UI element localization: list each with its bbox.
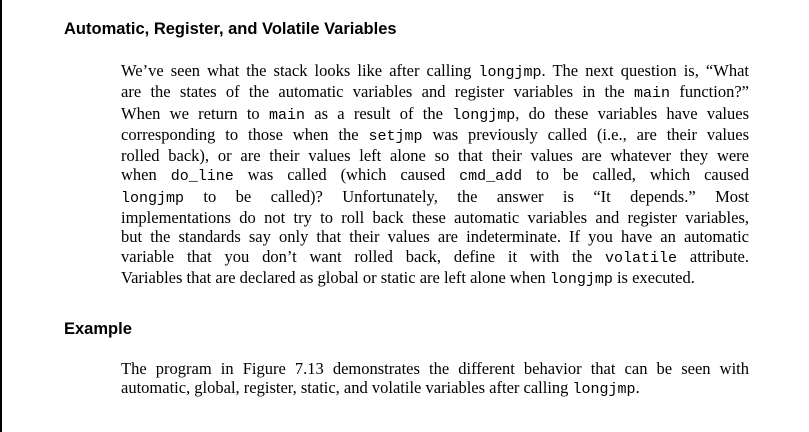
text-run: Variables that are declared as global or static are left alone when <box>121 267 550 287</box>
text-run: attribute. <box>677 246 749 266</box>
text-run: was previously called (i.e., are their values <box>422 124 750 144</box>
text-run: to be called)? Unfortunately, the answer is “It depends.” Most <box>184 186 749 206</box>
text-line <box>121 165 749 186</box>
text-line <box>121 268 749 289</box>
text-run: variable that you don’t want rolled back, define it with the <box>121 246 606 266</box>
code-identifier: longjmp <box>121 189 185 207</box>
text-run: are the states of the automatic variables and register variables in the <box>121 82 635 102</box>
left-margin-rule <box>0 0 2 432</box>
code-identifier: longjmp <box>452 106 516 124</box>
text-line <box>121 359 749 378</box>
text-run: We’ve seen what the stack looks like after calling <box>121 61 479 80</box>
code-identifier: main <box>634 85 671 103</box>
code-identifier: main <box>268 106 305 124</box>
text-line <box>121 187 749 208</box>
body-paragraph-variables <box>121 61 749 289</box>
text-line <box>121 208 749 227</box>
text-line <box>121 227 749 246</box>
text-line <box>121 104 749 125</box>
text-line <box>121 378 749 399</box>
text-run: but the standards say only that their values are indeterminate. If you have an automatic <box>121 227 749 247</box>
text-line <box>121 82 749 103</box>
code-identifier: setjmp <box>368 127 423 145</box>
text-run: implementations do not try to roll back these automatic variables and register variables, <box>121 208 749 228</box>
text-line <box>121 61 749 82</box>
text-line <box>121 125 749 146</box>
text-run: . The next question is, “What <box>541 61 749 80</box>
text-run: rolled back), or are their values left alone so that their values are whatever they were <box>121 146 749 166</box>
code-identifier: longjmp <box>572 381 636 399</box>
text-run: is executed. <box>612 267 695 287</box>
code-identifier: longjmp <box>478 64 542 81</box>
body-paragraph-example <box>121 359 749 400</box>
code-identifier: volatile <box>605 249 678 267</box>
text-run: , do these variables have values <box>515 103 749 123</box>
section-heading-automatic-register-volatile: Automatic, Register, and Volatile Variables <box>64 20 397 38</box>
code-identifier: do_line <box>170 168 234 186</box>
text-line <box>121 146 749 165</box>
code-identifier: cmd_add <box>459 168 523 186</box>
text-run: automatic, global, register, static, and volatile variables after calling <box>121 378 573 398</box>
text-run: as a result of the <box>304 103 453 123</box>
text-run: The program in Figure 7.13 demonstrates the different behavior that can be seen with <box>121 359 749 378</box>
text-run: was called (which caused <box>233 165 460 185</box>
code-identifier: longjmp <box>549 270 613 288</box>
text-run: to be called, which caused <box>522 165 749 185</box>
text-run: When we return to <box>121 103 269 123</box>
text-run: function?” <box>670 82 749 102</box>
text-run: when <box>121 165 171 185</box>
section-heading-example: Example <box>64 320 132 338</box>
text-line <box>121 247 749 268</box>
text-run: corresponding to those when the <box>121 124 369 144</box>
text-run: . <box>635 378 640 398</box>
